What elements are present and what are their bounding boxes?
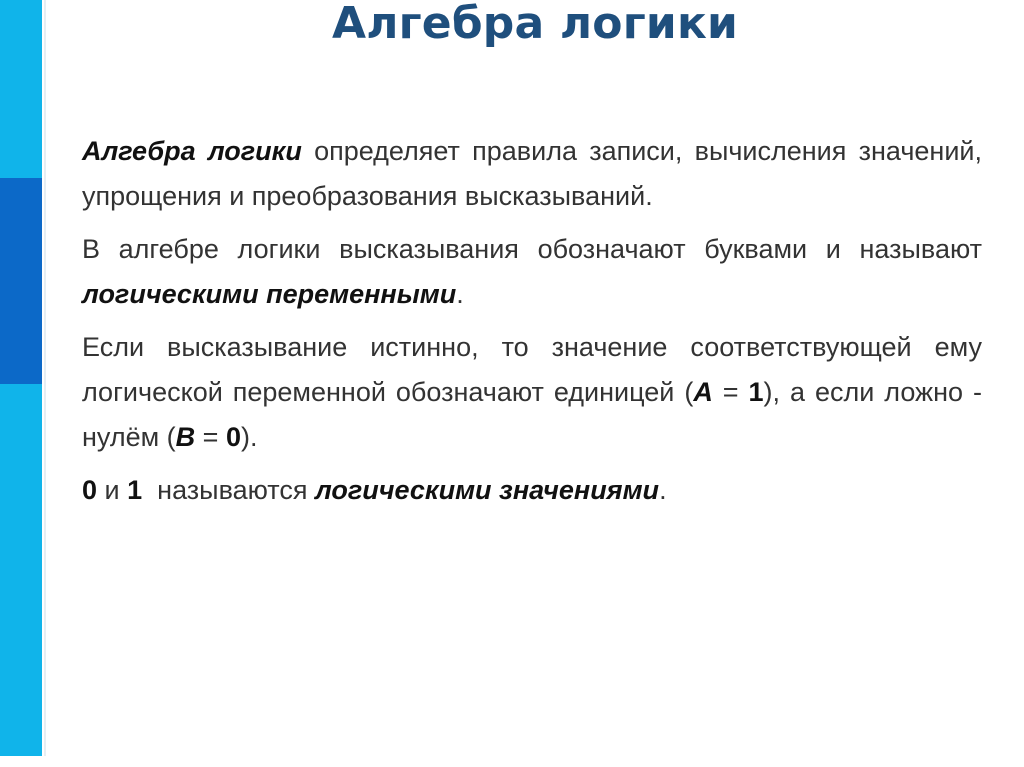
digit-one: 1 — [127, 475, 143, 505]
digit-zero: 0 — [82, 475, 98, 505]
slide-title: Алгебра логики — [331, 0, 739, 49]
equals-sign-2: = — [195, 422, 226, 452]
variables-text: В алгебре логики высказывания обозначают буквами и называют — [82, 234, 982, 264]
value-one: 1 — [748, 377, 764, 407]
slide-content — [82, 129, 982, 521]
truth-text-middle: ), а если ложно - нулём ( — [82, 377, 982, 452]
divider-line — [44, 0, 46, 756]
term-logic-values: логическими значениями — [314, 475, 660, 505]
accent-bar-top — [0, 0, 42, 178]
value-zero: 0 — [225, 422, 241, 452]
truth-text-start: Если высказывание истинно, то значение соответствующей ему логической переменной обозначают единицей ( — [82, 332, 982, 407]
variable-b: В — [175, 422, 196, 452]
logic-values-end: . — [659, 475, 667, 505]
accent-bar-middle — [0, 178, 42, 384]
paragraph-logic-values — [82, 468, 982, 513]
paragraph-truth-values — [82, 325, 982, 460]
accent-bar — [0, 0, 42, 756]
accent-bar-bottom — [0, 384, 42, 756]
variable-a: А — [693, 377, 713, 407]
conjunction-and: и — [97, 475, 128, 505]
term-logic-variables: логическими переменными — [82, 279, 457, 309]
logic-values-text: называются — [142, 475, 315, 505]
definition-text: определяет правила записи, вычисления значений, упрощения и преобразования высказываний. — [82, 136, 982, 211]
truth-text-end: ). — [240, 422, 258, 452]
paragraph-definition — [82, 129, 982, 219]
paragraph-variables — [82, 227, 982, 317]
term-logic-algebra: Алгебра логики — [82, 136, 302, 166]
equals-sign-1: = — [712, 377, 749, 407]
variables-end: . — [456, 279, 464, 309]
